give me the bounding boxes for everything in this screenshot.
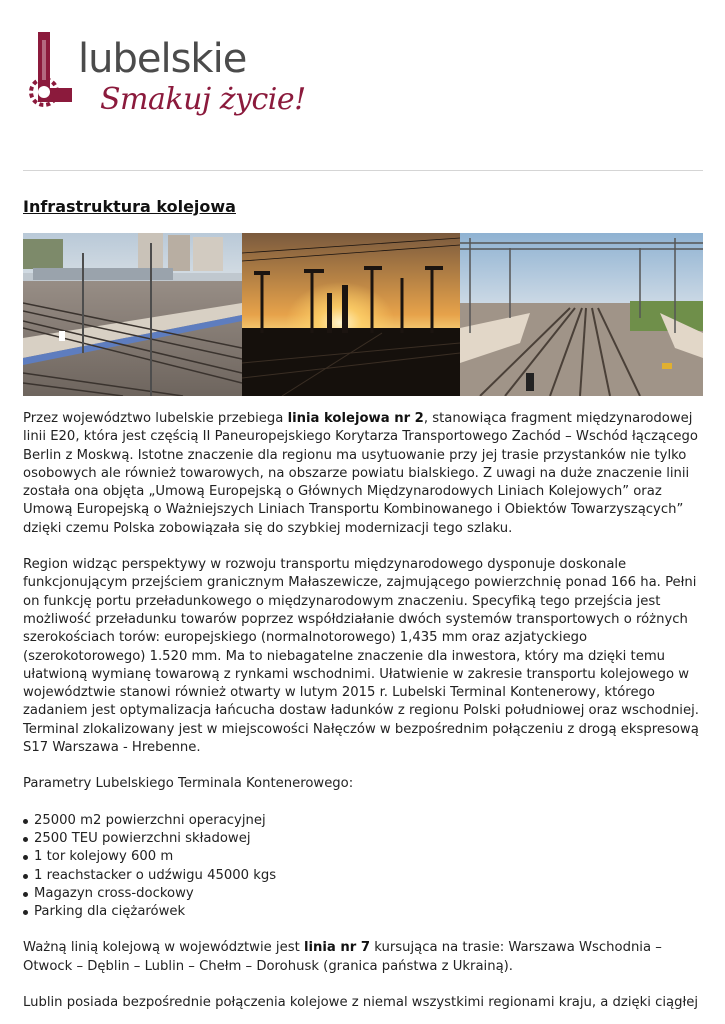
page-title: Infrastruktura kolejowa — [23, 197, 236, 216]
railway-banner — [23, 233, 703, 396]
list-item: Parking dla ciężarówek — [23, 903, 703, 921]
bold-text: linia kolejowa nr 2 — [287, 411, 424, 426]
bold-text: linia nr 7 — [303, 940, 371, 956]
paragraph-text: , stanowiąca fragment międzynarodowej linii E20, która jest częścią II Paneuropejskiego Korytarza Transportowego Zachód – Wschód łączącego Berlin z Moskwą. Istotne znaczenie dla regionu ma usytuowanie przy jej trasie przystanków nie tylko osobowych ale również towarowych, na obszarze powiatu bialskiego. Z uwagi na duże znaczenie linii została ona objęta „Umową Europejską o Głównych Międzynarodowych Liniach Kolejowych” oraz Umową Europejską o Ważniejszych Liniach Transportu Kombinowanego i Obiektów Towarzyszących” dzięki czemu Polska zobowiązała się do szybkiej modernizacji tego szlaku. — [23, 411, 698, 536]
logo-emblem-icon — [28, 30, 78, 112]
article-content — [23, 410, 703, 1024]
railway-sunset-photo — [242, 233, 460, 396]
list-item: 25000 m2 powierzchni operacyjnej — [23, 812, 703, 830]
logo-tagline: Smakuj życie! — [100, 82, 306, 117]
railway-tracks-photo — [460, 233, 703, 396]
logo-title: lubelskie — [78, 36, 247, 82]
paragraph-terminal-params-intro: Parametry Lubelskiego Terminala Kontenerowego: — [23, 776, 354, 792]
list-item: 2500 TEU powierzchni składowej — [23, 830, 703, 848]
list-item: 1 reachstacker o udźwigu 45000 kgs — [23, 867, 703, 885]
header-divider — [23, 170, 703, 171]
paragraph-malaszewicze: Region widząc perspektywy w rozwoju transportu międzynarodowego dysponuje doskonale funkcjonującym przejściem granicznym Małaszewicze, zajmującego powierzchnię ponad 166 ha. Pełni on funkcję portu przeładunkowego o międzynarodowym znaczeniu. Specyfiką tego przejścia jest możliwość przeładunku towarów poprzez współdziałanie dwóch systemów transportowych o różnych szerokościach torów: europejskiego (normalnotorowego) 1,435 mm oraz azjatyckiego (szerokotorowego) 1.520 mm. Ma to niebagatelne znaczenie dla inwestora, który ma dzięki temu ułatwioną wymianę towarową z rynkami wschodnimi. Ułatwienie w zakresie transportu kolejowego w województwie stanowi również otwarty w lutym 2015 r. Lubelski Terminal Kontenerowy, którego zadaniem jest optymalizacja łańcucha dostaw ładunków z regionu Polski południowej oraz wschodniej. Terminal zlokalizowany jest w miejscowości Nałęczów w bezpośrednim połączeniu z drogą ekspresową S17 Warszawa - Hrebenne. — [23, 557, 699, 756]
terminal-params-list — [23, 812, 703, 922]
paragraph-text: kursująca na trasie: Warszawa Wschodnia – Otwock – Dęblin – Lublin – Chełm – Dorohusk (granica państwa z Ukrainą). — [23, 940, 662, 974]
header — [23, 24, 703, 170]
list-item: 1 tor kolejowy 600 m — [23, 848, 703, 866]
paragraph-line-2 — [23, 410, 703, 538]
paragraph-lublin-connections: Lublin posiada bezpośrednie połączenia kolejowe z niemal wszystkimi regionami kraju, a dzięki ciągłej — [23, 995, 698, 1011]
paragraph-text: Ważną linią kolejową w województwie jest — [23, 940, 304, 956]
list-item: Magazyn cross-dockowy — [23, 885, 703, 903]
railway-station-photo — [23, 233, 242, 396]
paragraph-text: Przez województwo lubelskie przebiega — [23, 411, 288, 426]
lubelskie-logo[interactable] — [28, 26, 306, 136]
paragraph-line-7 — [23, 939, 703, 976]
